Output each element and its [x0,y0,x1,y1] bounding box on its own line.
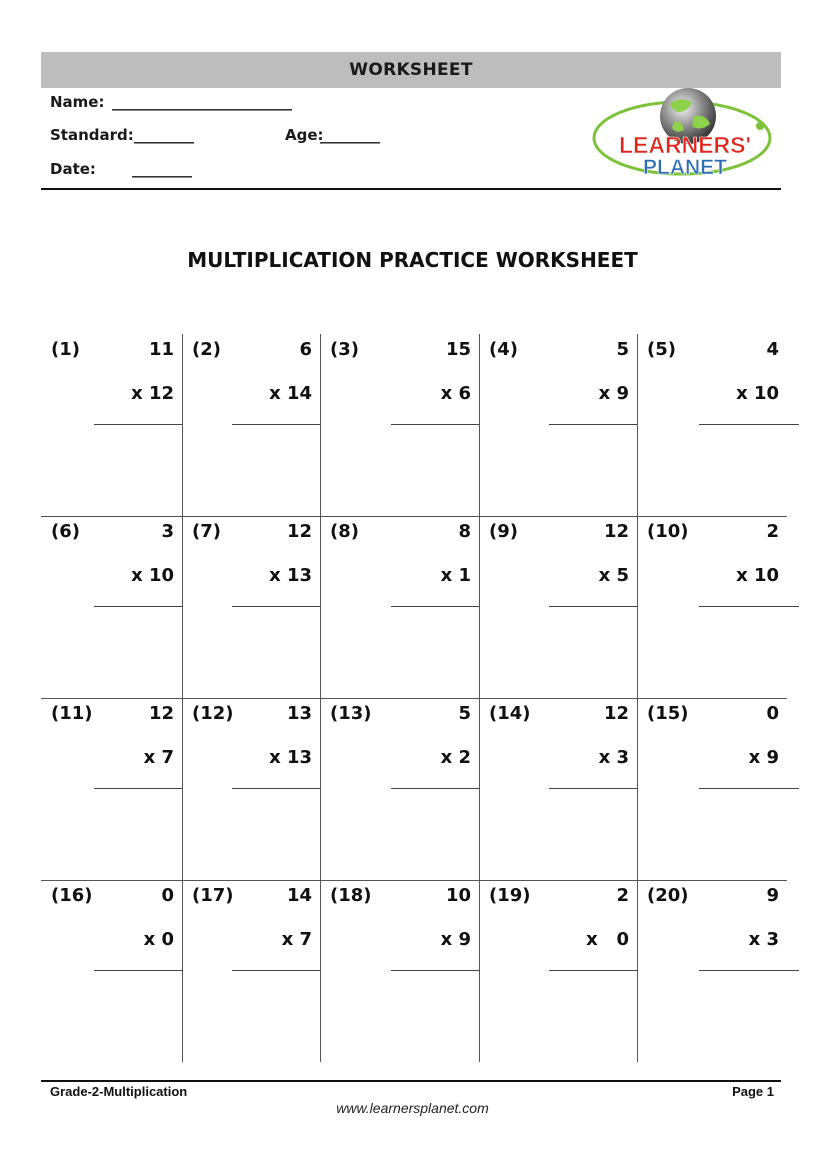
date-blank: ________ [132,160,192,178]
problem-number: (19) [489,885,531,906]
answer-line[interactable] [391,788,479,789]
standard-label: Standard: [50,126,134,144]
banner-title: WORKSHEET [349,60,473,80]
worksheet-banner [41,52,781,88]
answer-line[interactable] [549,606,637,607]
problem-number: (12) [192,703,234,724]
multiplicand: 14 [286,885,312,906]
answer-line[interactable] [699,970,799,971]
problem-number: (7) [192,521,221,542]
multiplier: x 13 [269,747,312,768]
footer-page-number: Page 1 [732,1084,774,1099]
header-divider [41,188,781,190]
row-divider [41,516,787,517]
answer-line[interactable] [232,970,320,971]
answer-line[interactable] [94,606,182,607]
problem-number: (11) [51,703,93,724]
multiplicand: 5 [616,339,629,360]
multiplier: x 0 [143,929,174,950]
footer-course: Grade-2-Multiplication [50,1084,188,1099]
answer-line[interactable] [232,788,320,789]
logo-text-planet: PLANET [643,156,727,179]
multiplier: x 1 [440,565,471,586]
date-label: Date: [50,160,96,178]
multiplicand: 0 [766,703,779,724]
problem-number: (5) [647,339,676,360]
age-label: Age: [285,126,324,144]
multiplicand: 4 [766,339,779,360]
multiplier: x 3 [748,929,779,950]
multiplier: x 5 [598,565,629,586]
answer-line[interactable] [94,788,182,789]
multiplicand: 5 [458,703,471,724]
multiplicand: 6 [299,339,312,360]
problem-number: (13) [330,703,372,724]
answer-line[interactable] [549,424,637,425]
row-divider [41,698,787,699]
multiplicand: 8 [458,521,471,542]
problem-number: (16) [51,885,93,906]
problem-number: (15) [647,703,689,724]
logo-text-learners: LEARNERS' [619,132,751,158]
multiplier: x 10 [736,565,779,586]
problem-number: (4) [489,339,518,360]
age-blank: ________ [320,126,380,144]
row-divider [41,880,787,881]
multiplicand: 10 [445,885,471,906]
problem-number: (2) [192,339,221,360]
answer-line[interactable] [232,606,320,607]
problem-number: (10) [647,521,689,542]
multiplier: x 9 [598,383,629,404]
problem-number: (1) [51,339,80,360]
answer-line[interactable] [94,970,182,971]
multiplier: x 2 [440,747,471,768]
multiplicand: 15 [445,339,471,360]
multiplicand: 12 [148,703,174,724]
multiplicand: 11 [148,339,174,360]
answer-line[interactable] [549,970,637,971]
problem-number: (9) [489,521,518,542]
multiplicand: 13 [286,703,312,724]
multiplier: x 7 [143,747,174,768]
page-title: MULTIPLICATION PRACTICE WORKSHEET [187,248,638,272]
answer-line[interactable] [94,424,182,425]
multiplier: x 6 [440,383,471,404]
multiplier: x 9 [440,929,471,950]
multiplicand: 12 [603,521,629,542]
name-blank: ________________________ [112,93,292,111]
answer-line[interactable] [391,424,479,425]
footer-url: www.learnersplanet.com [336,1100,489,1116]
multiplicand: 12 [286,521,312,542]
footer-divider [41,1080,781,1082]
problem-number: (6) [51,521,80,542]
multiplicand: 12 [603,703,629,724]
standard-blank: ________ [134,126,194,144]
orbit-dot [756,122,764,130]
name-label: Name: [50,93,105,111]
problem-number: (17) [192,885,234,906]
problem-number: (18) [330,885,372,906]
answer-line[interactable] [699,606,799,607]
multiplicand: 3 [161,521,174,542]
multiplier: x 12 [131,383,174,404]
multiplier: x 10 [131,565,174,586]
multiplier: x 9 [748,747,779,768]
multiplier: x 3 [598,747,629,768]
answer-line[interactable] [549,788,637,789]
multiplier: x 0 [586,929,629,950]
problem-number: (14) [489,703,531,724]
problem-number: (20) [647,885,689,906]
multiplier: x 13 [269,565,312,586]
answer-line[interactable] [699,424,799,425]
multiplicand: 2 [616,885,629,906]
multiplier: x 10 [736,383,779,404]
problem-number: (8) [330,521,359,542]
multiplier: x 14 [269,383,312,404]
multiplicand: 9 [766,885,779,906]
answer-line[interactable] [232,424,320,425]
learners-planet-logo [590,86,780,186]
answer-line[interactable] [699,788,799,789]
multiplier: x 7 [281,929,312,950]
answer-line[interactable] [391,970,479,971]
multiplicand: 0 [161,885,174,906]
multiplicand: 2 [766,521,779,542]
problem-number: (3) [330,339,359,360]
problem-grid [41,334,787,1060]
answer-line[interactable] [391,606,479,607]
